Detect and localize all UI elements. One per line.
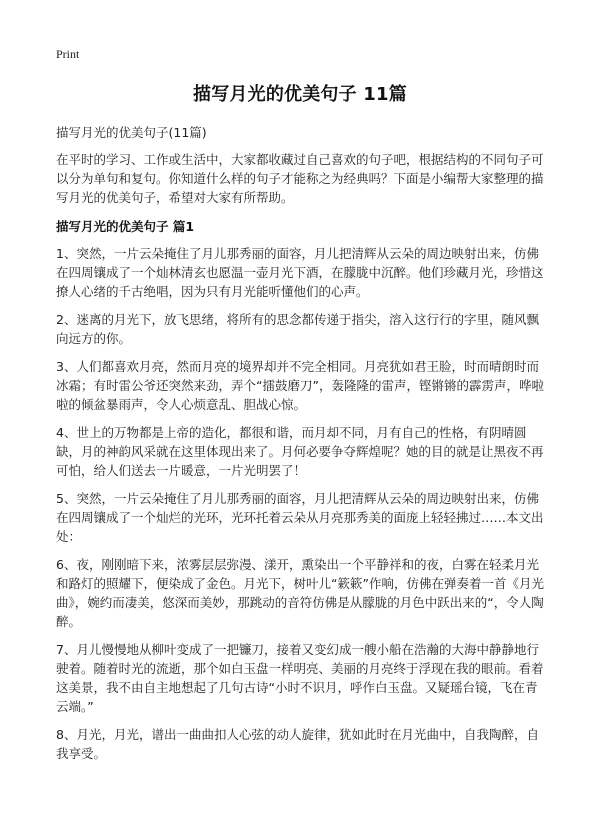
list-item: 4、世上的万物都是上帝的造化，都很和谐，而月却不同，月有自己的性格，有阴晴圆缺，月的神韵风采就在这里体现出来了。月何必要争夺辉煌呢？她的目的就是让黑夜不再可怕，给人们送去一片暖意，一片光明罢了！ <box>56 425 544 478</box>
list-item: 5、突然，一片云朵掩住了月儿那秀丽的面容，月儿把清辉从云朵的周边映射出来，仿佛在四周镶成了一个灿烂的光环，光环托着云朵从月亮那秀美的面庞上轻轻拂过……本文出处： <box>56 491 544 544</box>
print-link[interactable]: Print <box>56 47 80 61</box>
list-item: 2、迷离的月光下，放飞思绪，将所有的思念都传递于指尖，溶入这行行的字里，随风飘向远方的你。 <box>56 312 539 346</box>
sentence-list <box>56 244 548 772</box>
list-item: 1、突然，一片云朵掩住了月儿那秀丽的面容，月儿把清辉从云朵的周边映射出来，仿佛在四周镶成了一个灿林清玄也愿温一壶月光下酒，在朦胧中沉醉。他们珍藏月光，珍惜这撩人心绪的千古绝唱，因为只有月光能听懂他们的心声。 <box>56 246 544 299</box>
list-item: 7、月儿慢慢地从柳叶变成了一把镰刀，接着又变幻成一艘小船在浩瀚的大海中静静地行驶着。随着时光的流逝，那个如白玉盘一样明亮、美丽的月亮终于浮现在我的眼前。看着这美景，我不由自主地想起了几句古诗“小时不识月，呼作白玉盘。又疑瑶台镜，飞在青云端。” <box>56 642 544 714</box>
list-item: 6、夜，刚刚暗下来，浓雾层层弥漫、漾开，熏染出一个平静祥和的夜，白雾在轻柔月光和路灯的照耀下，便染成了金色。月光下，树叶儿“簌簌”作响，仿佛在弹奏着一首《月光曲》，婉约而凄美，悠深而美妙，那跳动的音符仿佛是从朦胧的月色中跃出来的“，令人陶醉。 <box>56 557 544 629</box>
page-title: 描写月光的优美句子 11篇 <box>193 84 407 105</box>
page-subtitle: 描写月光的优美句子(11篇) <box>56 125 207 140</box>
section-heading: 描写月光的优美句子 篇1 <box>56 219 195 234</box>
list-item: 3、人们都喜欢月亮，然而月亮的境界却并不完全相同。月亮犹如君王脸，时而晴朗时而冰霜；有时雷公爷还突然来劲，弄个“擂鼓磨刀”，轰隆隆的雷声，铿锵锵的霹雳声，哗啦啦的倾盆暴雨声，令人心烦意乱、胆战心惊。 <box>56 359 544 412</box>
list-item: 8、月光，月光，谱出一曲曲扣人心弦的动人旋律，犹如此时在月光曲中，自我陶醉，自我享受。 <box>56 727 539 761</box>
intro-paragraph: 在平时的学习、工作或生活中，大家都收藏过自己喜欢的句子吧，根据结构的不同句子可以分为单句和复句。你知道什么样的句子才能称之为经典吗？下面是小编帮大家整理的描写月光的优美句子，希望对大家有所帮助。 <box>56 152 544 205</box>
